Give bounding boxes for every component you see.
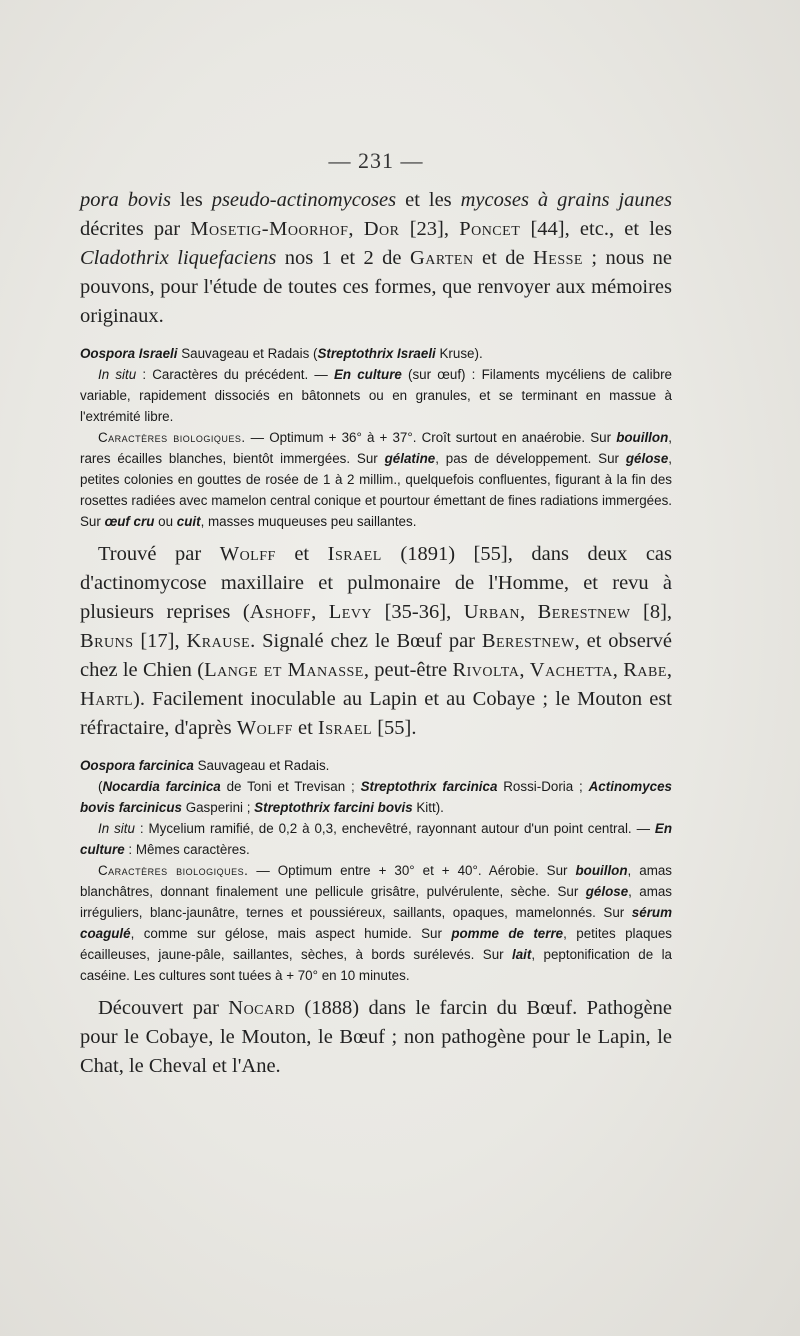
israeli-heading	[80, 343, 672, 364]
author-name: Wolff	[236, 717, 293, 739]
species-name: Oospora Israeli	[80, 346, 178, 361]
section-label: In situ	[98, 821, 135, 836]
text-span: ). Facilement inoculable au Lapin et au Cobaye ; le Mouton est réfractaire, d'après	[80, 688, 672, 739]
section-label: Caractères biologiques.	[98, 863, 249, 878]
farcinica-biology	[80, 860, 672, 986]
medium-name: pomme de terre	[451, 926, 564, 941]
text-span: , et observé chez le Chien (	[80, 630, 672, 681]
text-span: les	[170, 189, 212, 211]
text-span: de Toni et Trevisan ;	[220, 779, 361, 794]
author-name: Nocard	[228, 997, 296, 1019]
synonym-name: Streptothrix farcini bovis	[254, 800, 413, 815]
text-span: Sauvageau et Radais.	[193, 758, 330, 773]
text-span: . Signalé chez le Bœuf par	[250, 630, 482, 652]
intro-paragraph	[80, 186, 672, 331]
author-name: Mosetig-Moorhof	[190, 218, 349, 240]
text-span: Trouvé par	[98, 543, 220, 565]
medium-name: gélose	[625, 451, 669, 466]
author-name: Israel	[317, 717, 373, 739]
text-span: ,	[666, 659, 673, 681]
text-span: décrites par	[80, 218, 191, 240]
author-name: Hesse	[532, 247, 583, 269]
text-span: (	[98, 779, 103, 794]
text-span: [8],	[630, 601, 673, 623]
text-span: Kitt).	[412, 800, 444, 815]
text-span: ,	[311, 601, 329, 623]
author-name: Urban	[463, 601, 520, 623]
text-span: ,	[519, 601, 538, 623]
medium-name: cuit	[176, 514, 201, 529]
species-name: Oospora farcinica	[80, 758, 194, 773]
text-span: Kruse).	[435, 346, 483, 361]
section-label: En culture	[333, 367, 402, 382]
text-span: , amas blanchâtres, donnant finalement une pellicule grisâtre, pulvérulente, sèche. Sur	[80, 863, 672, 899]
text-span: , comme sur gélose, mais aspect humide. Sur	[130, 926, 452, 941]
medium-name: lait	[512, 947, 532, 962]
farcinica-in-situ	[80, 818, 672, 860]
text-span: pseudo-actinomycoses	[211, 189, 397, 211]
text-span: , peptonification de la caséine. Les cultures sont tuées à + 70° en 10 minutes.	[80, 947, 672, 983]
text-span: — Optimum + 36° à + 37°. Croît surtout en anaérobie. Sur	[245, 430, 617, 445]
text-span: mycoses à grains jaunes	[460, 189, 672, 211]
text-span: Sauvageau et Radais (	[177, 346, 318, 361]
text-span: , masses muqueuses peu saillantes.	[200, 514, 417, 529]
author-name: Ashoff	[249, 601, 312, 623]
text-span: Cladothrix liquefaciens	[80, 247, 277, 269]
text-span: et	[275, 543, 328, 565]
text-span: : Caractères du précédent. —	[136, 367, 334, 382]
israeli-discussion	[80, 540, 672, 743]
synonym-name: Nocardia farcinica	[102, 779, 221, 794]
israeli-in-situ	[80, 364, 672, 427]
page-number: — 231 —	[328, 148, 424, 173]
farcinica-heading	[80, 755, 672, 776]
author-name: Berestnew	[537, 601, 631, 623]
author-name: Rabe	[623, 659, 667, 681]
text-span: , amas irréguliers, blanc-jaunâtre, ternes et poussiéreux, saillants, opaques, mamelonnés. Sur	[80, 884, 672, 920]
text-span: (1891) [55], dans deux cas d'actinomycose maxillaire et pulmonaire de l'Homme, et revu à plusieurs reprises (	[80, 543, 673, 623]
text-span: , petites colonies en gouttes de rosée de 1 à 2 millim., quelquefois confluentes, figurant à la fin des rosettes radiées avec mamelon central conique et pourtour émettant de fines radiations immergées. Sur	[80, 451, 673, 529]
text-span: et	[292, 717, 318, 739]
text-span: [17],	[133, 630, 187, 652]
text-span: , pas de développement. Sur	[435, 451, 626, 466]
text-span: Gasperini ;	[181, 800, 255, 815]
author-name: Wolff	[219, 543, 276, 565]
text-span: (sur œuf) : Filaments mycéliens de calibre variable, rapidement dissociés en bâtonnets ou en granules, et se terminant en massue à l'extrémité libre.	[80, 367, 672, 424]
author-name: Poncet	[459, 218, 521, 240]
medium-name: sérum coagulé	[80, 905, 672, 941]
page-content	[80, 148, 672, 1081]
author-name: Bruns	[80, 630, 134, 652]
text-span: Rossi-Doria ;	[497, 779, 589, 794]
text-span: ou	[154, 514, 177, 529]
text-span: et de	[473, 247, 533, 269]
synonym-name: Actinomyces bovis farcinicus	[80, 779, 672, 815]
synonym-name: Streptothrix farcinica	[360, 779, 498, 794]
section-label: Caractères biologiques.	[98, 430, 246, 445]
text-span: ,	[519, 659, 530, 681]
text-span: pora bovis	[80, 189, 171, 211]
text-span: [44], etc., et les	[520, 218, 673, 240]
text-span: (1888) dans le farcin du Bœuf. Pathogène pour le Cobaye, le Mouton, le Bœuf ; non pathogène pour le Lapin, le Chat, le Cheval et l'Ane.	[80, 997, 672, 1077]
medium-name: bouillon	[616, 430, 669, 445]
medium-name: bouillon	[575, 863, 628, 878]
text-span: [55].	[372, 717, 417, 739]
text-span: et les	[396, 189, 461, 211]
medium-name: œuf cru	[104, 514, 155, 529]
synonym-name: Streptothrix Israeli	[317, 346, 436, 361]
text-span: — Optimum entre + 30° et + 40°. Aérobie. Sur	[248, 863, 576, 878]
text-span: , petites plaques écailleuses, jaune-pâle, saillantes, sèches, à bords surélevés. Sur	[80, 926, 672, 962]
author-name: Berestnew	[481, 630, 575, 652]
text-span: [35-36],	[372, 601, 464, 623]
text-span: ,	[612, 659, 624, 681]
author-name: Vachetta	[529, 659, 613, 681]
text-span: , rares écailles blanches, bientôt immergées. Sur	[80, 430, 672, 466]
text-span: Découvert par	[98, 997, 229, 1019]
medium-name: gélatine	[384, 451, 436, 466]
author-name: Rivolta	[452, 659, 520, 681]
author-name: Levy	[328, 601, 373, 623]
author-name: Lange et Manasse	[204, 659, 364, 681]
section-label: In situ	[98, 367, 137, 382]
text-span: ,	[348, 218, 364, 240]
text-span: , peut-être	[363, 659, 453, 681]
farcinica-discussion	[80, 994, 672, 1081]
medium-name: gélose	[585, 884, 629, 899]
author-name: Garten	[409, 247, 474, 269]
israeli-biology	[80, 427, 672, 532]
farcinica-synonyms	[80, 776, 672, 818]
author-name: Dor	[363, 218, 400, 240]
author-name: Krause	[186, 630, 251, 652]
section-label: En culture	[80, 821, 673, 857]
text-span: : Mycelium ramifié, de 0,2 à 0,3, enchevêtré, rayonnant autour d'un point central. —	[134, 821, 655, 836]
text-span: nos 1 et 2 de	[276, 247, 410, 269]
author-name: Israel	[327, 543, 382, 565]
author-name: Hartl	[80, 688, 134, 710]
text-span: : Mêmes caractères.	[124, 842, 250, 857]
text-span: [23],	[399, 218, 460, 240]
text-span: ; nous ne pouvons, pour l'étude de toutes ces formes, que renvoyer aux mémoires originaux.	[80, 247, 672, 327]
